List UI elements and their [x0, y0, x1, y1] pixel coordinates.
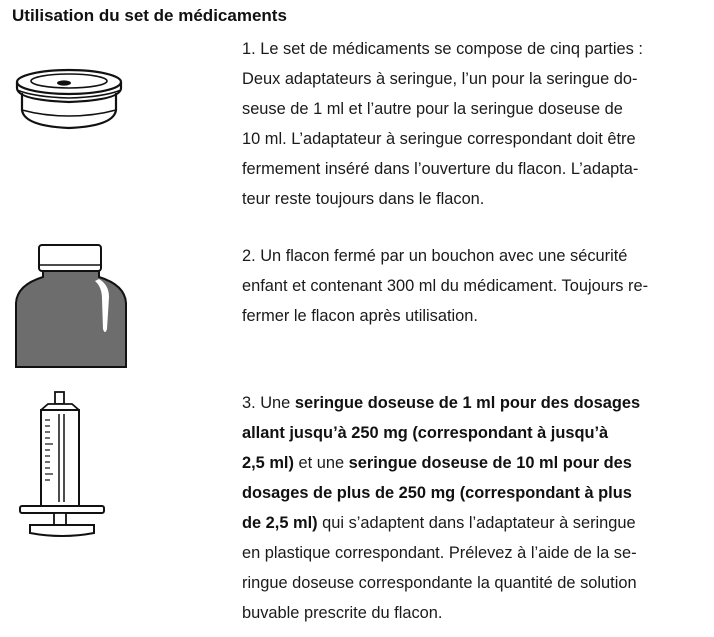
bold-text-segment: dosages de plus de 250 mg (correspondant à plus [242, 484, 632, 502]
text-line [242, 154, 692, 184]
bold-text-segment: seringue doseuse de 10 ml pour des [348, 454, 632, 472]
syringe-adapter-icon [14, 66, 124, 132]
text-segment: Deux adaptateurs à seringue, l’un pour la seringue do- [242, 70, 638, 88]
text-segment: en plastique correspondant. Prélevez à l’aide de la se- [242, 544, 637, 562]
text-line [242, 34, 692, 64]
text-line [242, 538, 692, 568]
instruction-step-3 [242, 388, 692, 628]
instruction-step-1 [242, 34, 692, 214]
bold-text-segment: 2,5 ml) [242, 454, 294, 472]
dosing-syringe-icon [16, 390, 108, 540]
text-segment: seuse de 1 ml et l’autre pour la seringue doseuse de [242, 100, 623, 118]
text-segment: 2. Un flacon fermé par un bouchon avec une sécurité [242, 247, 628, 265]
text-line [242, 508, 692, 538]
text-line [242, 568, 692, 598]
text-line [242, 124, 692, 154]
bold-text-segment: seringue doseuse de 1 ml pour des dosages [294, 394, 641, 412]
text-segment: 1. Le set de médicaments se compose de cinq parties : [242, 40, 643, 58]
text-line [242, 64, 692, 94]
text-line [242, 184, 692, 214]
text-line [242, 478, 692, 508]
text-segment: 10 ml. L’adaptateur à seringue correspondant doit être [242, 130, 636, 148]
text-segment: fermement inséré dans l’ouverture du flacon. L’adapta- [242, 160, 639, 178]
text-line [242, 241, 692, 271]
text-segment: ringue doseuse correspondante la quantité de solution [242, 574, 637, 592]
text-segment: buvable prescrite du flacon. [242, 604, 443, 622]
text-line [242, 271, 692, 301]
text-segment: teur reste toujours dans le flacon. [242, 190, 485, 208]
text-line [242, 448, 692, 478]
text-line [242, 388, 692, 418]
text-line [242, 301, 692, 331]
instruction-step-2 [242, 241, 692, 331]
text-line [242, 598, 692, 628]
text-segment: et une [293, 454, 349, 472]
bold-text-segment: de 2,5 ml) [242, 514, 318, 532]
text-segment: 3. Une [242, 394, 295, 412]
text-segment: qui s’adaptent dans l’adaptateur à seringue [317, 514, 636, 532]
medicine-bottle-icon [13, 243, 129, 373]
text-segment: fermer le flacon après utilisation. [242, 307, 478, 325]
page-title: Utilisation du set de médicaments [12, 6, 287, 25]
text-line [242, 94, 692, 124]
text-segment: enfant et contenant 300 ml du médicament. Toujours re- [242, 277, 649, 295]
bold-text-segment: allant jusqu’à 250 mg (correspondant à jusqu’à [242, 424, 609, 442]
text-line [242, 418, 692, 448]
